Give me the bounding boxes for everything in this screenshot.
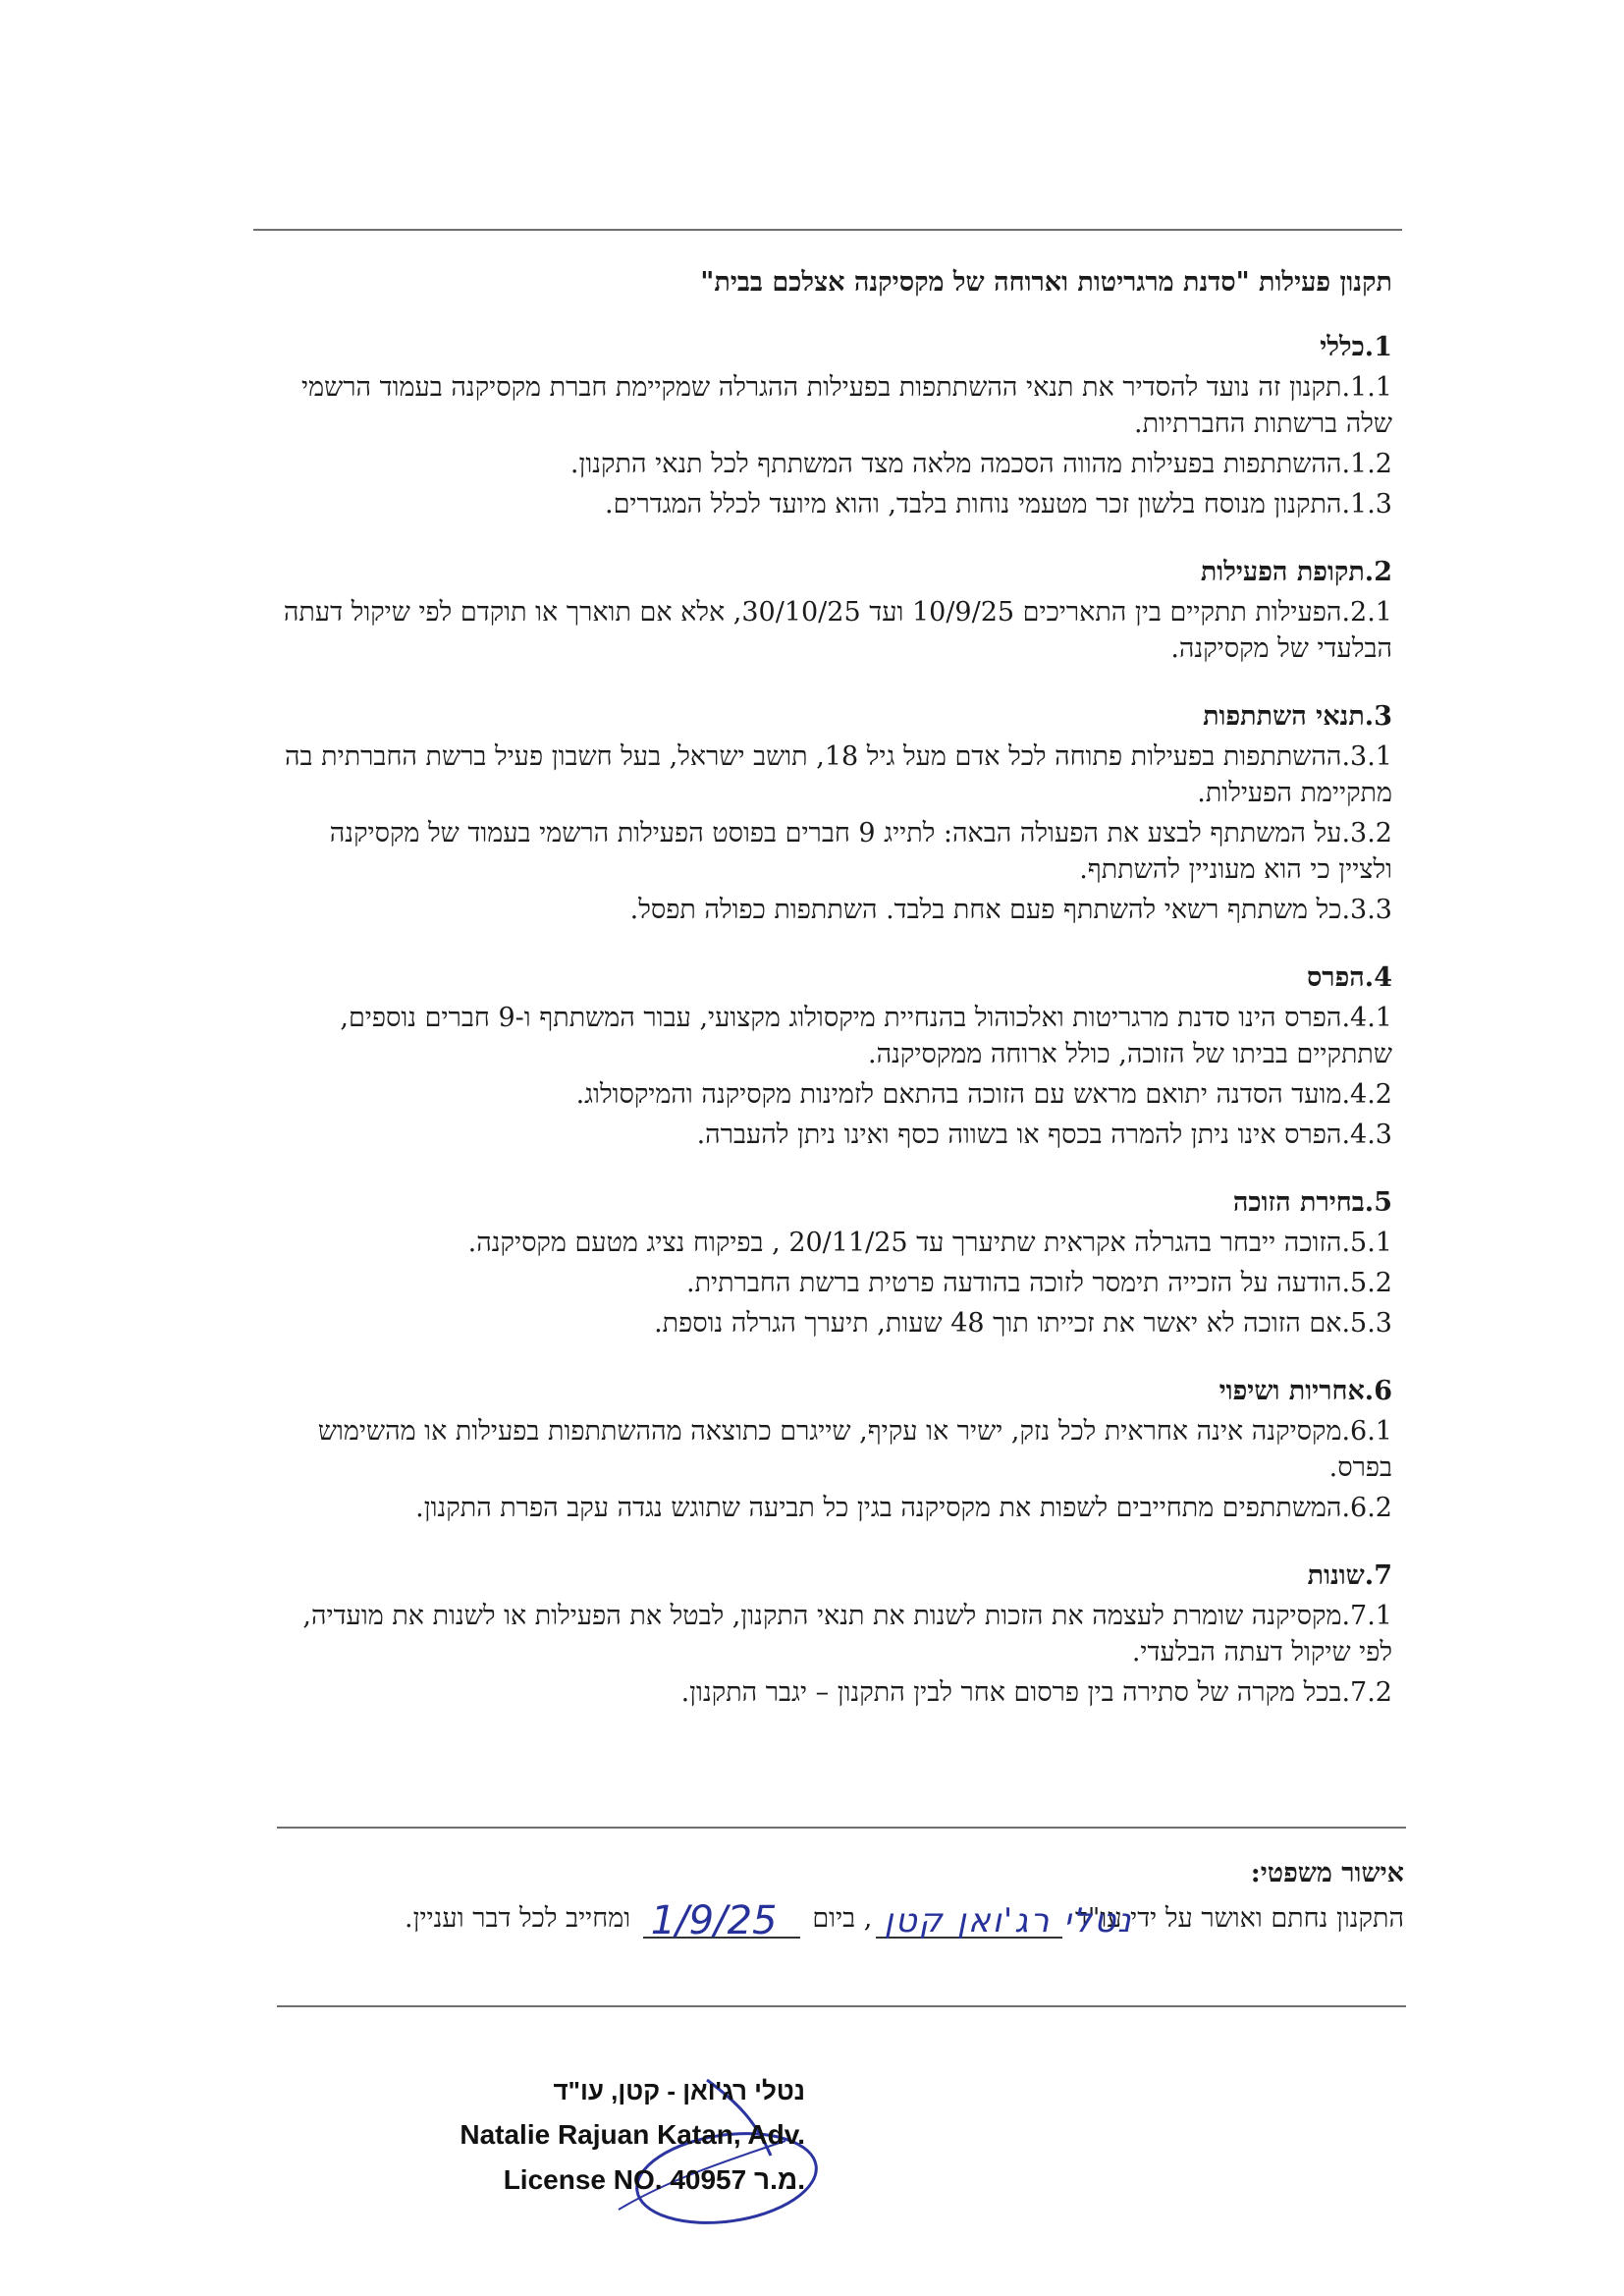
section-activity-period: [275, 554, 1392, 667]
stamp-name-english: Natalie Rajuan Katan, Adv.: [460, 2119, 805, 2150]
section-heading: 7.שונות: [1307, 1560, 1392, 1591]
stamp-name-hebrew: נטלי רג'ואן - קטן, עו"ד: [553, 2076, 805, 2105]
section-miscellaneous: [275, 1558, 1392, 1711]
handwritten-date: 1/9/25: [650, 1898, 778, 1943]
section-heading: 2.תקופת הפעילות: [1200, 557, 1392, 587]
top-divider: [253, 229, 1402, 231]
section-heading: 4.הפרס: [1306, 962, 1392, 993]
clause: 6.2.המשתתפים מתחייבים לשפות את מקסיקנה בגין כל תביעה שתוגש נגדה עקב הפרת התקנון.: [415, 1493, 1392, 1523]
clause: 2.1.הפעילות תתקיים בין התאריכים 10/9/25 ועד 30/10/25, אלא אם תוארך או תוקדם לפי שיקול דעתה הבלעדי של מקסיקנה.: [283, 597, 1392, 664]
legal-text-after: ומחייב לכל דבר ועניין.: [405, 1903, 631, 1934]
clause: 3.2.על המשתתף לבצע את הפעולה הבאה: לתייג 9 חברים בפוסט הפעילות הרשמי בעמוד של מקסיקנה ולציין כי הוא מעוניין להשתתף.: [329, 818, 1392, 885]
clause: 6.1.מקסיקנה אינה אחראית לכל נזק, ישיר או עקיף, שייגרם כתוצאה מההשתתפות בפעילות או מהשימוש בפרס.: [317, 1416, 1392, 1483]
section-winner-selection: [275, 1184, 1392, 1341]
section-prize: [275, 959, 1392, 1153]
section-general: [275, 329, 1392, 522]
legal-approval: [363, 1854, 1404, 1943]
legal-divider-top: [277, 1827, 1406, 1829]
date-line: [643, 1898, 800, 1943]
section-heading: 5.בחירת הזוכה: [1232, 1187, 1392, 1218]
clause: 4.3.הפרס אינו ניתן להמרה בכסף או בשווה כסף ואינו ניתן להעברה.: [696, 1120, 1392, 1150]
clause: 5.3.אם הזוכה לא יאשר את זכייתו תוך 48 שעות, תיערך הגרלה נוספת.: [654, 1308, 1392, 1339]
legal-statement: [363, 1898, 1404, 1943]
legal-heading: אישור משפטי:: [1250, 1858, 1404, 1888]
clause: 1.2.ההשתתפות בפעילות מהווה הסכמה מלאה מצד המשתתף לכל תנאי התקנון.: [569, 449, 1392, 479]
clause: 5.1.הזוכה ייבחר בהגרלה אקראית שתיערך עד 20/11/25 , בפיקוח נציג מטעם מקסיקנה.: [467, 1228, 1392, 1258]
clause: 3.3.כל משתתף רשאי להשתתף פעם אחת בלבד. השתתפות כפולה תפסל.: [629, 895, 1392, 925]
legal-text-day: , ביום: [812, 1903, 873, 1934]
section-liability: [275, 1373, 1392, 1526]
legal-divider-bottom: [277, 2005, 1406, 2007]
lawyer-stamp: [412, 2062, 825, 2229]
clause: 1.3.התקנון מנוסח בלשון זכר מטעמי נוחות בלבד, והוא מיועד לכלל המגדרים.: [605, 489, 1392, 519]
section-heading: 6.אחריות ושיפוי: [1218, 1376, 1392, 1406]
clause: 7.1.מקסיקנה שומרת לעצמה את הזכות לשנות את תנאי התקנון, לבטל את הפעילות או לשנות את מועדיה, לפי שיקול דעתה הבלעדי.: [302, 1601, 1392, 1667]
section-heading: 1.כללי: [1320, 332, 1392, 362]
clause: 5.2.הודעה על הזכייה תימסר לזוכה בהודעה פרטית ברשת החברתית.: [686, 1268, 1392, 1298]
section-heading: 3.תנאי השתתפות: [1203, 701, 1392, 732]
handwritten-signature: נטלי רג'ואן קטן: [884, 1901, 1133, 1941]
document-title: תקנון פעילות "סדנת מרגריטות וארוחה של מקסיקנה אצלכם בבית": [700, 267, 1392, 298]
legal-text-before: התקנון נחתם ואושר על ידי עו"ד: [1074, 1903, 1404, 1934]
clause: 7.2.בכל מקרה של סתירה בין פרסום אחר לבין התקנון – יגבר התקנון.: [680, 1677, 1392, 1708]
stamp-license: License NO. 40957 מ.ר.: [503, 2164, 805, 2195]
clause: 1.1.תקנון זה נועד להסדיר את תנאי ההשתתפות בפעילות ההגרלה שמקיימת חברת מקסיקנה בעמוד הרשמי שלה ברשתות החברתיות.: [301, 372, 1392, 439]
regulations-body: [275, 329, 1392, 1742]
section-participation-terms: [275, 698, 1392, 928]
clause: 4.1.הפרס הינו סדנת מרגריטות ואלכוהול בהנחיית מיקסולוג מקצועי, עבור המשתתף ו-9 חברים נוספים, שתתקיים בביתו של הזוכה, כולל ארוחה ממקסיקנה.: [340, 1003, 1392, 1069]
signature-line: [876, 1901, 1133, 1941]
clause: 4.2.מועד הסדנה יתואם מראש עם הזוכה בהתאם לזמינות מקסיקנה והמיקסולוג.: [575, 1079, 1392, 1110]
clause: 3.1.ההשתתפות בפעילות פתוחה לכל אדם מעל גיל 18, תושב ישראל, בעל חשבון פעיל ברשת החברתית בה מתקיימת הפעילות.: [285, 741, 1392, 808]
